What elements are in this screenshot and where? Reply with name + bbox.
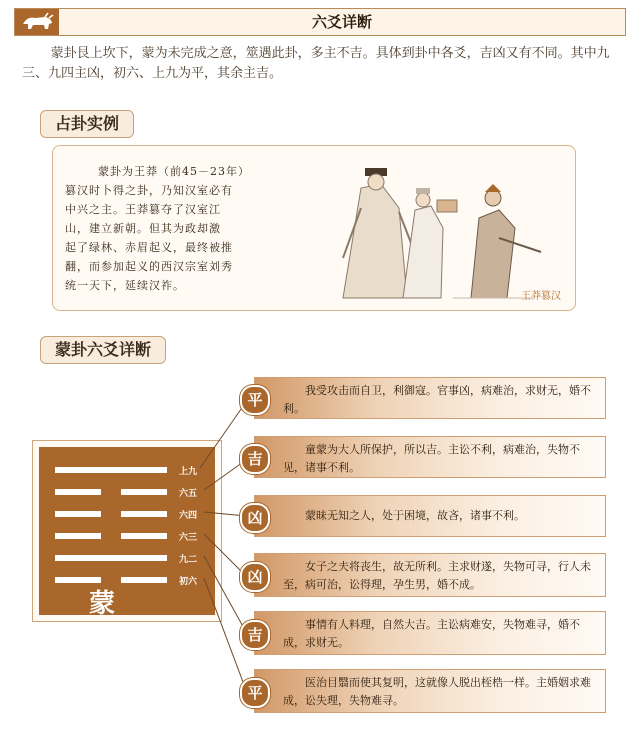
verdict-box: 事情有人料理，自然大吉。主讼病难安，失物难寻，婚不成，求财无。 [254, 611, 606, 655]
example-line: 蒙卦为王莽（前45－23年） [98, 165, 250, 178]
verdict-box: 我受攻击而自卫，利御寇。官事凶，病难治，求财无，婚不利。 [254, 377, 606, 419]
yao-label: 上九 [179, 467, 198, 477]
example-line: 篡汉时卜得之卦，乃知汉室必有 [65, 184, 233, 197]
illustration-caption: 王莽篡汉 [521, 291, 561, 302]
verdict-box: 女子之夫将丧生，故无所利。主求财遂，失物可寻，行人未至，病可治，讼得理，孕生男，婚不成。 [254, 553, 606, 597]
verdict-badge: 平 [240, 678, 270, 708]
example-line: 中兴之主。王莽篡夺了汉室江 [65, 203, 221, 216]
example-line: 起了绿林、赤眉起义，最终被推 [65, 241, 233, 254]
yao-label: 九二 [179, 555, 198, 565]
example-line: 山，建立新朝。但其为政却激 [65, 222, 221, 235]
verdict-badge: 平 [240, 385, 270, 415]
section-title-analysis: 蒙卦六爻详断 [40, 336, 166, 364]
verdict-box: 蒙昧无知之人，处于困境，故吝，诸事不利。 [254, 495, 606, 537]
verdict-badge: 凶 [240, 562, 270, 592]
section-title-example: 占卦实例 [40, 110, 134, 138]
verdict-badge: 凶 [240, 503, 270, 533]
verdict-badge: 吉 [240, 444, 270, 474]
verdict-badge: 吉 [240, 620, 270, 650]
intro-paragraph: 蒙卦艮上坎下，蒙为未完成之意，筮遇此卦，多主不吉。具体到卦中各爻，吉凶又有不同。其中九三、九四主凶，初六、上九为平，其余主吉。 [22, 46, 610, 81]
yao-label: 六三 [179, 533, 198, 543]
yao-label: 六四 [179, 511, 198, 521]
page-title: 六爻详断 [311, 13, 372, 31]
example-line: 统一天下，延续汉祚。 [65, 279, 185, 292]
verdict-box: 童蒙为大人所保护，所以吉。主讼不利，病难治，失物不见，诸事不利。 [254, 436, 606, 478]
yao-label: 六五 [179, 489, 198, 499]
verdict-box: 医治目翳而使其复明，这就像人脱出桎梏一样。主婚姻求难成，讼失理，失物难寻。 [254, 669, 606, 713]
example-line: 翻，而参加起义的西汉宗室刘秀 [65, 260, 233, 273]
hexagram-name: 蒙 [89, 589, 116, 619]
yao-label: 初六 [179, 577, 198, 587]
